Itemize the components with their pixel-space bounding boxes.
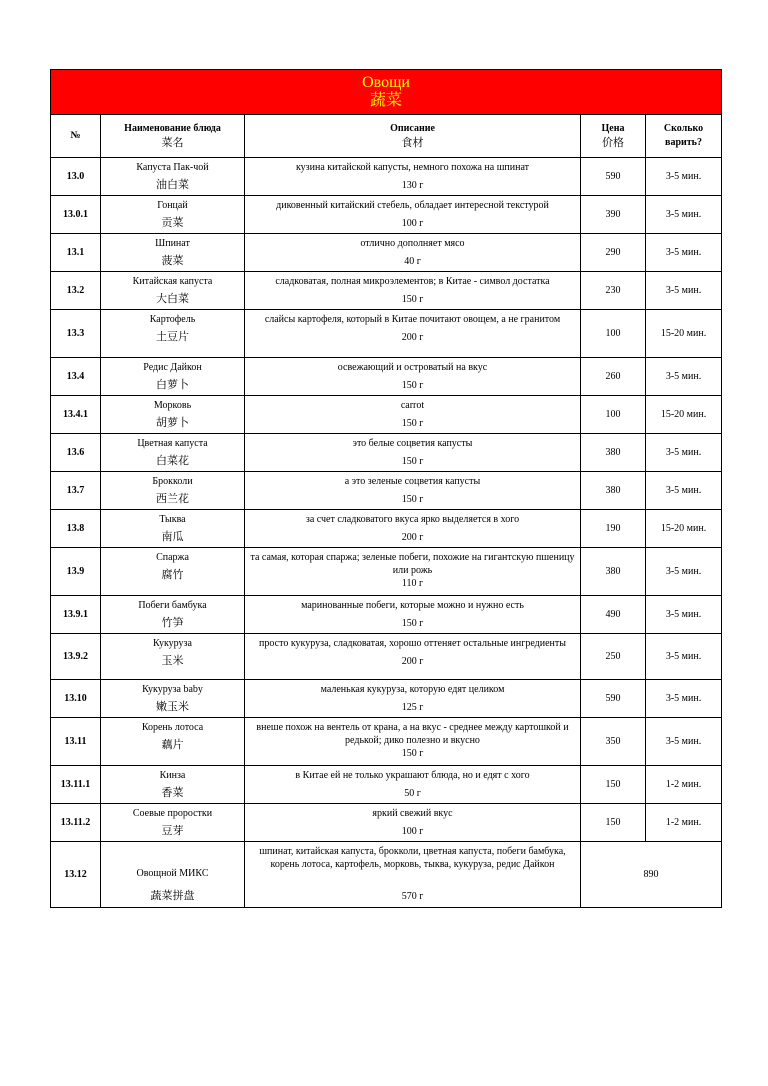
item-weight: 150 г bbox=[401, 456, 424, 467]
item-description-text: яркий свежий вкус bbox=[372, 808, 453, 819]
item-price: 380 bbox=[581, 472, 646, 510]
header-desc-ru: Описание bbox=[390, 123, 435, 134]
item-price: 250 bbox=[581, 634, 646, 680]
item-cook-time: 3-5 мин. bbox=[646, 472, 722, 510]
item-price: 590 bbox=[581, 680, 646, 718]
item-cook-time: 3-5 мин. bbox=[646, 718, 722, 766]
item-description bbox=[245, 596, 581, 634]
item-number: 13.3 bbox=[51, 310, 101, 358]
item-cook-time: 3-5 мин. bbox=[646, 234, 722, 272]
item-price: 380 bbox=[581, 548, 646, 596]
item-name-zh: 南瓜 bbox=[161, 531, 184, 543]
item-name bbox=[101, 718, 245, 766]
item-name-zh: 竹笋 bbox=[161, 617, 184, 629]
item-description-text: а это зеленые соцветия капусты bbox=[344, 476, 481, 487]
mix-name-ru: Овощной МИКС bbox=[136, 868, 209, 879]
item-name-zh: 藕片 bbox=[161, 739, 184, 751]
item-cook-time: 3-5 мин. bbox=[646, 548, 722, 596]
item-price: 100 bbox=[581, 396, 646, 434]
item-description-text: сладковатая, полная микроэлементов; в Китае - символ достатка bbox=[275, 276, 550, 287]
item-price: 290 bbox=[581, 234, 646, 272]
item-name-zh: 豆芽 bbox=[161, 825, 184, 837]
item-description bbox=[245, 196, 581, 234]
section-title bbox=[51, 70, 722, 115]
item-weight: 100 г bbox=[401, 826, 424, 837]
table-row bbox=[51, 634, 722, 680]
table-row bbox=[51, 358, 722, 396]
item-name-zh: 大白菜 bbox=[156, 293, 189, 305]
item-description bbox=[245, 310, 581, 358]
item-description bbox=[245, 396, 581, 434]
item-price: 380 bbox=[581, 434, 646, 472]
mix-description-text: шпинат, китайская капуста, брокколи, цветная капуста, побеги бамбука, корень лотоса, картофель, морковь, тыква, кукуруза, редис Дайкон bbox=[259, 846, 566, 870]
item-name-ru: Побеги бамбука bbox=[138, 600, 207, 611]
item-name-zh: 菠菜 bbox=[161, 255, 184, 267]
item-number: 13.9 bbox=[51, 548, 101, 596]
item-price: 350 bbox=[581, 718, 646, 766]
item-name-ru: Спаржа bbox=[156, 552, 189, 563]
item-name-ru: Кукуруза baby bbox=[142, 684, 203, 695]
item-description-text: кузина китайской капусты, немного похожа на шпинат bbox=[295, 162, 530, 173]
item-name bbox=[101, 472, 245, 510]
item-weight: 50 г bbox=[404, 788, 421, 799]
item-number: 13.1 bbox=[51, 234, 101, 272]
item-description bbox=[245, 158, 581, 196]
item-price: 230 bbox=[581, 272, 646, 310]
item-name-zh: 土豆片 bbox=[156, 331, 189, 343]
item-name bbox=[101, 396, 245, 434]
item-description-text: в Китае ей не только украшают блюда, но и едят с хого bbox=[295, 770, 530, 781]
item-number: 13.6 bbox=[51, 434, 101, 472]
item-description-text: слайсы картофеля, который в Китае почитают овощем, а не гранитом bbox=[264, 314, 561, 325]
item-number: 13.2 bbox=[51, 272, 101, 310]
item-name-zh: 白菜花 bbox=[156, 455, 189, 467]
item-price: 260 bbox=[581, 358, 646, 396]
item-description-text: отлично дополняет мясо bbox=[360, 238, 465, 249]
section-title-ru: Овощи bbox=[362, 74, 410, 91]
item-name-zh: 贡菜 bbox=[161, 217, 184, 229]
table-row bbox=[51, 158, 722, 196]
item-number: 13.8 bbox=[51, 510, 101, 548]
table-row-mix bbox=[51, 842, 722, 908]
item-number: 13.4.1 bbox=[51, 396, 101, 434]
item-description-text: внеше похож на вентель от крана, а на вкус - среднее между картошкой и редькой; дико полезно и вкусно bbox=[256, 722, 569, 746]
item-cook-time: 3-5 мин. bbox=[646, 272, 722, 310]
header-price-ru: Цена bbox=[601, 123, 625, 134]
item-name-ru: Кинза bbox=[159, 770, 186, 781]
item-name bbox=[101, 434, 245, 472]
table-row bbox=[51, 804, 722, 842]
item-description bbox=[245, 718, 581, 766]
table-row bbox=[51, 434, 722, 472]
item-price: 150 bbox=[581, 804, 646, 842]
item-weight: 200 г bbox=[401, 532, 424, 543]
item-cook-time: 3-5 мин. bbox=[646, 358, 722, 396]
item-name-zh: 白萝卜 bbox=[156, 379, 189, 391]
item-number: 13.9.1 bbox=[51, 596, 101, 634]
table-row bbox=[51, 548, 722, 596]
item-weight: 130 г bbox=[401, 180, 424, 191]
item-name-zh: 玉米 bbox=[161, 655, 184, 667]
item-name bbox=[101, 510, 245, 548]
item-name-zh: 胡萝卜 bbox=[156, 417, 189, 429]
item-name-ru: Корень лотоса bbox=[141, 722, 204, 733]
table-row bbox=[51, 766, 722, 804]
item-description-text: диковенный китайский стебель, обладает интересной текстурой bbox=[276, 200, 549, 211]
item-number: 13.11.2 bbox=[51, 804, 101, 842]
item-number: 13.7 bbox=[51, 472, 101, 510]
item-description-text: просто кукуруза, сладковатая, хорошо оттеняет остальные ингредиенты bbox=[259, 638, 566, 649]
item-name-zh: 嫩玉米 bbox=[156, 701, 189, 713]
item-name-zh: 腐竹 bbox=[161, 569, 184, 581]
item-weight: 150 г bbox=[401, 748, 424, 759]
item-name-ru: Редис Дайкон bbox=[143, 362, 202, 373]
item-price: 390 bbox=[581, 196, 646, 234]
item-description bbox=[245, 680, 581, 718]
mix-price: 890 bbox=[581, 842, 722, 908]
item-weight: 150 г bbox=[401, 618, 424, 629]
item-name bbox=[101, 680, 245, 718]
table-row bbox=[51, 396, 722, 434]
item-weight: 150 г bbox=[401, 380, 424, 391]
item-name bbox=[101, 634, 245, 680]
item-number: 13.11.1 bbox=[51, 766, 101, 804]
item-name bbox=[101, 272, 245, 310]
vegetables-menu-table bbox=[50, 69, 722, 908]
item-name bbox=[101, 766, 245, 804]
item-cook-time: 1-2 мин. bbox=[646, 766, 722, 804]
item-description-text: та самая, которая спаржа; зеленые побеги, похожие на гигантскую пшеницу или рожь bbox=[250, 552, 575, 576]
header-name-ru: Наименование блюда bbox=[124, 123, 221, 134]
item-cook-time: 3-5 мин. bbox=[646, 634, 722, 680]
table-row bbox=[51, 510, 722, 548]
item-description bbox=[245, 766, 581, 804]
item-cook-time: 15-20 мин. bbox=[646, 396, 722, 434]
item-description-text: за счет сладковатого вкуса ярко выделяется в хого bbox=[305, 514, 520, 525]
header-price-zh: 价格 bbox=[602, 137, 624, 149]
section-title-row bbox=[51, 70, 722, 115]
item-weight: 150 г bbox=[401, 418, 424, 429]
item-weight: 200 г bbox=[401, 656, 424, 667]
item-description-text: carrot bbox=[400, 400, 425, 411]
item-number: 13.4 bbox=[51, 358, 101, 396]
item-description bbox=[245, 548, 581, 596]
item-description bbox=[245, 434, 581, 472]
item-price: 190 bbox=[581, 510, 646, 548]
item-price: 490 bbox=[581, 596, 646, 634]
item-description bbox=[245, 358, 581, 396]
item-name bbox=[101, 234, 245, 272]
item-description-text: маленькая кукуруза, которую едят целиком bbox=[320, 684, 505, 695]
item-description bbox=[245, 472, 581, 510]
item-name-ru: Тыква bbox=[159, 514, 186, 525]
table-row bbox=[51, 234, 722, 272]
item-name-ru: Соевые проростки bbox=[132, 808, 213, 819]
item-cook-time: 3-5 мин. bbox=[646, 196, 722, 234]
item-number: 13.0 bbox=[51, 158, 101, 196]
mix-weight: 570 г bbox=[401, 891, 424, 902]
table-row bbox=[51, 680, 722, 718]
item-number: 13.0.1 bbox=[51, 196, 101, 234]
table-row bbox=[51, 272, 722, 310]
item-price: 100 bbox=[581, 310, 646, 358]
item-name bbox=[101, 358, 245, 396]
item-weight: 150 г bbox=[401, 494, 424, 505]
table-row bbox=[51, 718, 722, 766]
header-name-zh: 菜名 bbox=[161, 137, 184, 149]
item-name bbox=[101, 158, 245, 196]
item-name-zh: 西兰花 bbox=[156, 493, 189, 505]
mix-name-zh: 蔬菜拼盘 bbox=[150, 890, 195, 902]
item-weight: 110 г bbox=[401, 578, 424, 589]
item-description bbox=[245, 234, 581, 272]
item-weight: 125 г bbox=[401, 702, 424, 713]
item-description bbox=[245, 804, 581, 842]
item-number: 13.11 bbox=[51, 718, 101, 766]
item-cook-time: 15-20 мин. bbox=[646, 510, 722, 548]
mix-number: 13.12 bbox=[51, 842, 101, 908]
item-description bbox=[245, 272, 581, 310]
item-description-text: освежающий и островатый на вкус bbox=[337, 362, 488, 373]
item-cook-time: 3-5 мин. bbox=[646, 680, 722, 718]
header-desc bbox=[245, 115, 581, 158]
item-cook-time: 1-2 мин. bbox=[646, 804, 722, 842]
item-cook-time: 3-5 мин. bbox=[646, 596, 722, 634]
item-price: 150 bbox=[581, 766, 646, 804]
item-name bbox=[101, 310, 245, 358]
item-name bbox=[101, 196, 245, 234]
item-name-ru: Кукуруза bbox=[153, 638, 192, 649]
item-name bbox=[101, 548, 245, 596]
item-description-text: это белые соцветия капусты bbox=[352, 438, 473, 449]
item-name-zh: 香菜 bbox=[161, 787, 184, 799]
item-cook-time: 3-5 мин. bbox=[646, 434, 722, 472]
item-weight: 200 г bbox=[401, 332, 424, 343]
item-description bbox=[245, 510, 581, 548]
header-name bbox=[101, 115, 245, 158]
item-name-ru: Гонцай bbox=[157, 200, 188, 211]
item-name-zh: 油白菜 bbox=[156, 179, 189, 191]
table-row bbox=[51, 196, 722, 234]
item-description bbox=[245, 634, 581, 680]
item-name-ru: Капуста Пак-чой bbox=[136, 162, 209, 173]
section-title-zh: 蔬菜 bbox=[370, 92, 403, 109]
table-row bbox=[51, 472, 722, 510]
item-number: 13.9.2 bbox=[51, 634, 101, 680]
item-name-ru: Морковь bbox=[153, 400, 192, 411]
mix-description bbox=[245, 842, 581, 908]
item-price: 590 bbox=[581, 158, 646, 196]
mix-name bbox=[101, 842, 245, 908]
item-name-ru: Цветная капуста bbox=[137, 438, 208, 449]
item-name-ru: Китайская капуста bbox=[132, 276, 213, 287]
item-name bbox=[101, 596, 245, 634]
item-name-ru: Брокколи bbox=[152, 476, 193, 487]
item-weight: 40 г bbox=[404, 256, 421, 267]
header-num: № bbox=[51, 115, 101, 158]
item-cook-time: 15-20 мин. bbox=[646, 310, 722, 358]
item-weight: 100 г bbox=[401, 218, 424, 229]
header-row bbox=[51, 115, 722, 158]
item-description-text: маринованные побеги, которые можно и нужно есть bbox=[301, 600, 524, 611]
item-weight: 150 г bbox=[401, 294, 424, 305]
table-row bbox=[51, 310, 722, 358]
table-row bbox=[51, 596, 722, 634]
header-desc-zh: 食材 bbox=[401, 137, 424, 149]
item-number: 13.10 bbox=[51, 680, 101, 718]
item-name bbox=[101, 804, 245, 842]
item-name-ru: Шпинат bbox=[155, 238, 190, 249]
item-cook-time: 3-5 мин. bbox=[646, 158, 722, 196]
header-price bbox=[581, 115, 646, 158]
item-name-ru: Картофель bbox=[149, 314, 196, 325]
header-time: Сколько варить? bbox=[646, 115, 722, 158]
